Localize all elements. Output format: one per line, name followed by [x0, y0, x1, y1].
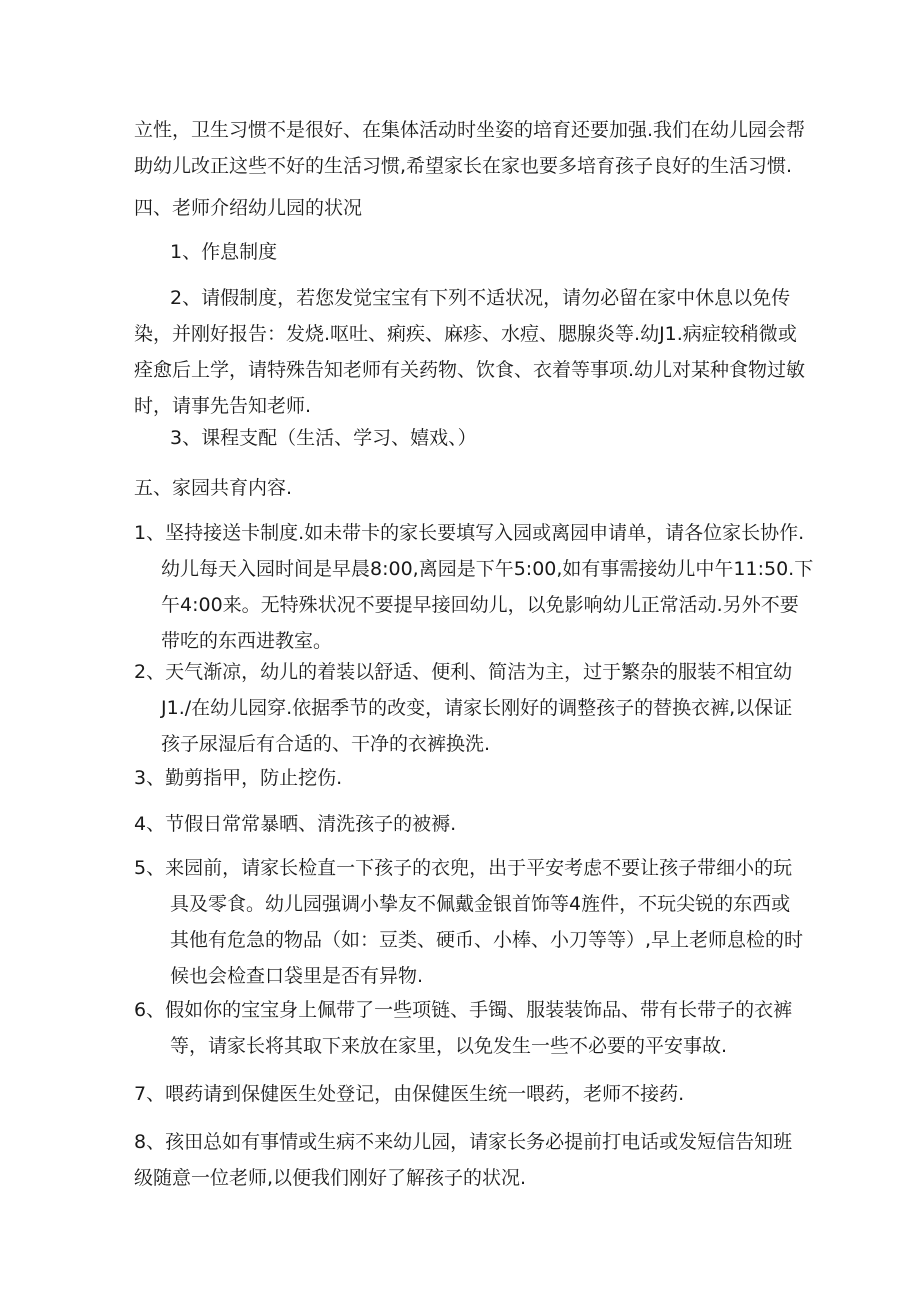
- text-line: 幼儿每天入园时间是早晨8:00,离园是下午5:00,如有事需接幼儿中午11:50.下: [161, 558, 814, 580]
- heading-text: 四、老师介绍幼儿园的状况: [134, 197, 363, 219]
- list-item-absence-notice: [134, 1124, 794, 1196]
- text-line: 5、来园前，请家长检直一下孩子的衣兜，出于平安考虑不要让孩子带细小的玩: [134, 857, 793, 879]
- text-line: 带吃的东西进教室。: [161, 630, 333, 652]
- section-heading-kindergarten-status: [134, 190, 794, 226]
- text-line: 8、孩田总如有事情或生病不来幼儿园，请家长务必提前打电话或发短信告知班: [134, 1131, 793, 1153]
- item-schedule-system: [170, 234, 830, 270]
- text-line: 1、坚持接送卡制度.如未带卡的家长要填写入园或离园申请单，请各位家长协作.: [134, 522, 805, 544]
- list-item-bedding: [134, 806, 794, 842]
- text-line: 时，请事先告知老师.: [134, 395, 312, 417]
- list-item-pocket-check: [134, 850, 804, 994]
- list-item-clothing: [134, 654, 794, 762]
- text-line: 具及零食。幼儿园强调小挚友不佩戴金银首饰等4旌件，不玩尖锐的东西或: [170, 893, 791, 915]
- text-line: 3、勤剪指甲，防止挖伤.: [134, 767, 343, 789]
- list-item-medicine: [134, 1076, 794, 1112]
- text-line: J1./在幼儿园穿.依据季节的改变，请家长刚好的调整孩子的替换衣裤,以保证: [161, 697, 793, 719]
- list-item-accessories: [134, 992, 794, 1064]
- text-line: 立性，卫生习惯不是很好、在集体活动时坐姿的培育还要加强.我们在幼儿园会帮: [134, 119, 806, 141]
- text-line: 孩子尿湿后有合适的、干净的衣裤换洗.: [161, 733, 491, 755]
- paragraph-leave-system: [134, 280, 806, 424]
- text-line: 其他有危急的物品（如：豆类、硬币、小棒、小刀等等）,早上老师息检的时: [170, 929, 804, 951]
- list-item-nails: [134, 760, 794, 796]
- section-heading-home-school: [134, 470, 794, 506]
- text-line: 2、请假制度，若您发觉宝宝有下列不适状况，请勿必留在家中休息以免传: [170, 287, 791, 309]
- list-item-pickup-card: [134, 515, 814, 659]
- text-line: 3、课程支配（生活、学习、嬉戏、）: [170, 427, 477, 449]
- text-line: 2、天气渐凉，幼儿的着装以舒适、便利、简洁为主，过于繁杂的服装不相宜幼: [134, 661, 793, 683]
- text-line: 7、喂药请到保健医生处登记，由保健医生统一喂药，老师不接药.: [134, 1083, 685, 1105]
- item-curriculum: [170, 420, 830, 456]
- text-line: 1、作息制度: [170, 241, 278, 263]
- text-line: 痊愈后上学，请特殊告知老师有关药物、饮食、衣着等事项.幼儿对某种食物过敏: [134, 359, 806, 381]
- text-line: 等，请家长将其取下来放在家里，以免发生一些不必要的平安事故.: [170, 1035, 728, 1057]
- text-line: 助幼儿改正这些不好的生活习惯,希望家长在家也要多培育孩子良好的生活习惯.: [134, 155, 793, 177]
- text-line: 6、假如你的宝宝身上佩带了一些项链、手镯、服装装饰品、带有长带子的衣裤: [134, 999, 793, 1021]
- text-line: 候也会检查口袋里是否有异物.: [170, 965, 424, 987]
- text-line: 4、节假日常常暴晒、清洗孩子的被褥.: [134, 813, 457, 835]
- paragraph-intro-continuation: [134, 112, 806, 184]
- text-line: 午4:00来。无特殊状况不要提早接回幼儿，以免影响幼儿正常活动.另外不要: [161, 594, 799, 616]
- heading-text: 五、家园共育内容.: [134, 477, 293, 499]
- text-line: 染，并刚好报告：发烧.呕吐、痢疾、麻疹、水痘、腮腺炎等.幼J1.病症较稍微或: [134, 323, 797, 345]
- text-line: 级随意一位老师,以便我们刚好了解孩子的状况.: [134, 1167, 527, 1189]
